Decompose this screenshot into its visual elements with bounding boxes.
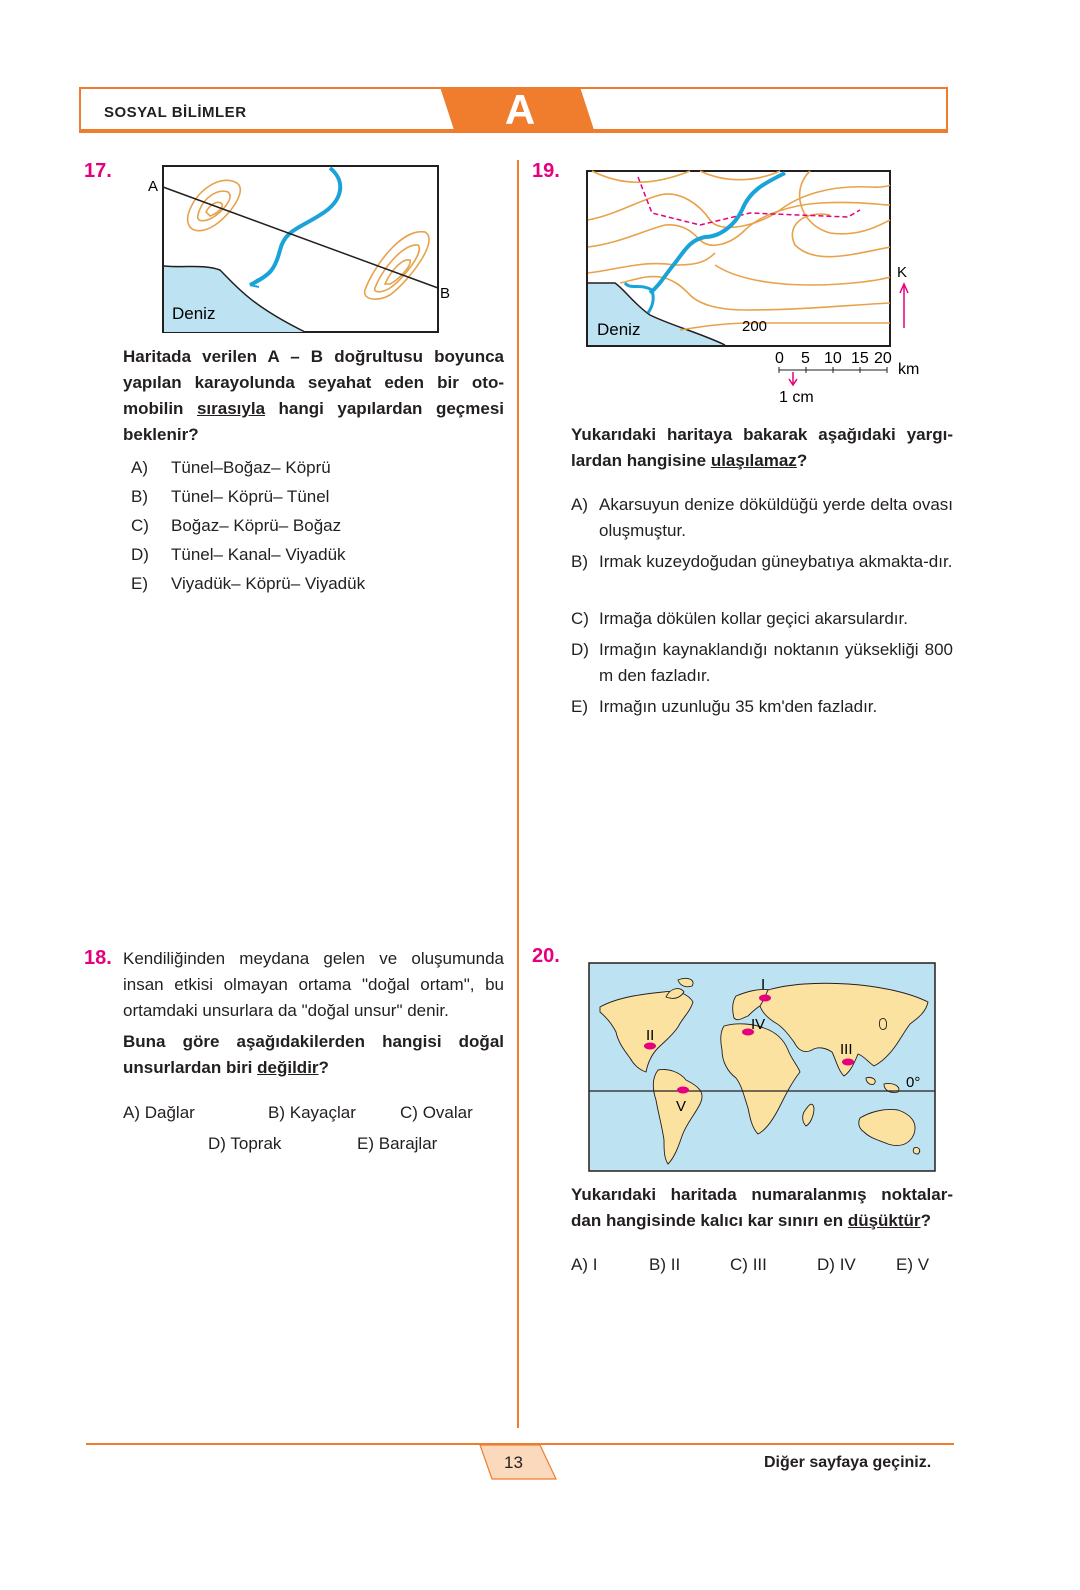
booklet-letter: A [504, 86, 536, 133]
q19-north-label: K [897, 264, 908, 281]
q17-label-a: A [148, 178, 159, 195]
q19-option-d[interactable]: D) Irmağın kaynaklandığı noktanın yüksekliği 800 m den fazladır. [571, 640, 953, 685]
q19-sea-label: Deniz [597, 320, 641, 339]
q20-world-map [588, 962, 938, 1174]
q19-scale-cm: 1 cm [779, 389, 814, 406]
question-18-text: Buna göre aşağıdakilerden hangisi doğal unsurlardan biri değildir? [123, 1032, 504, 1077]
q20-option-d[interactable]: D) IV [817, 1255, 856, 1274]
q20-option-c[interactable]: C) III [730, 1255, 767, 1274]
q17-option-a[interactable]: A) Tünel–Boğaz– Köprü [131, 458, 331, 477]
q17-option-c[interactable]: C) Boğaz– Köprü– Boğaz [131, 516, 342, 535]
q17-option-e[interactable]: E) Viyadük– Köprü– Viyadük [131, 574, 366, 593]
q18-option-d[interactable]: D) Toprak [208, 1134, 282, 1153]
q20-option-e[interactable]: E) V [896, 1255, 930, 1274]
q17-map [140, 160, 450, 340]
q20-marker-iii [842, 1059, 854, 1066]
column-divider [517, 160, 519, 1428]
q17-option-b[interactable]: B) Tünel– Köprü– Tünel [131, 487, 330, 506]
q20-label-ii: II [646, 1027, 655, 1044]
page-number: 13 [504, 1453, 523, 1472]
q20-option-b[interactable]: B) II [649, 1255, 681, 1274]
q18-option-c[interactable]: C) Ovalar [400, 1103, 473, 1122]
q19-scale-tick: 0 [775, 350, 784, 367]
question-18-intro: Kendiliğinden meydana gelen ve oluşumunda insan etkisi olmayan ortama "doğal ortam", bu ortamdaki unsurlara da "doğal unsur" denir. [123, 949, 504, 1020]
q19-option-e[interactable]: E) Irmağın uzunluğu 35 km'den fazladır. [571, 697, 878, 716]
question-17-text: Haritada verilen A – B doğrultusu boyunca yapılan karayolunda seyahat eden bir oto-mobilin sırasıyla hangi yapılardan geçmesi beklenir? [123, 347, 504, 444]
q20-label-v: V [676, 1098, 687, 1115]
q20-marker-i [759, 995, 771, 1002]
q18-option-a[interactable]: A) Dağlar [123, 1103, 195, 1122]
question-20-number: 20. [532, 945, 560, 967]
q17-label-b: B [440, 285, 450, 302]
q19-option-a[interactable]: A) Akarsuyun denize döküldüğü yerde delta ovası oluşmuştur. [571, 495, 953, 540]
q19-scale-tick: 20 [874, 350, 892, 367]
q19-contour-label: 200 [742, 318, 768, 335]
question-19-number: 19. [532, 160, 560, 182]
subject-title: SOSYAL BİLİMLER [104, 104, 247, 121]
q19-scale-tick: 5 [801, 350, 810, 367]
question-19-text: Yukarıdaki haritaya bakarak aşağıdaki yargı-lardan hangisine ulaşılamaz? [571, 425, 953, 470]
next-page-note: Diğer sayfaya geçiniz. [764, 1454, 932, 1471]
q18-option-b[interactable]: B) Kayaçlar [268, 1103, 356, 1122]
q19-scale-tick: 15 [851, 350, 869, 367]
q19-scale-unit: km [898, 361, 920, 378]
q20-label-iv: IV [751, 1016, 766, 1033]
q20-marker-v [677, 1087, 689, 1094]
q20-label-i: I [761, 976, 766, 993]
q18-option-e[interactable]: E) Barajlar [357, 1134, 438, 1153]
q19-option-c[interactable]: C) Irmağa dökülen kollar geçici akarsulardır. [571, 609, 908, 628]
q19-option-b[interactable]: B) Irmak kuzeydoğudan güneybatıya akmakta-dır. [571, 552, 953, 571]
question-18-number: 18. [84, 947, 112, 969]
q20-option-a[interactable]: A) I [571, 1255, 598, 1274]
q19-scale-tick: 10 [824, 350, 842, 367]
q20-equator-label: 0° [906, 1074, 921, 1091]
q17-sea-label: Deniz [172, 304, 216, 323]
q17-option-d[interactable]: D) Tünel– Kanal– Viyadük [131, 545, 346, 564]
q19-map [580, 165, 940, 410]
q20-label-iii: III [840, 1041, 853, 1058]
question-20-text: Yukarıdaki haritada numaralanmış noktalar-dan hangisinde kalıcı kar sınırı en düşüktür? [571, 1185, 953, 1230]
question-17-number: 17. [84, 160, 112, 182]
